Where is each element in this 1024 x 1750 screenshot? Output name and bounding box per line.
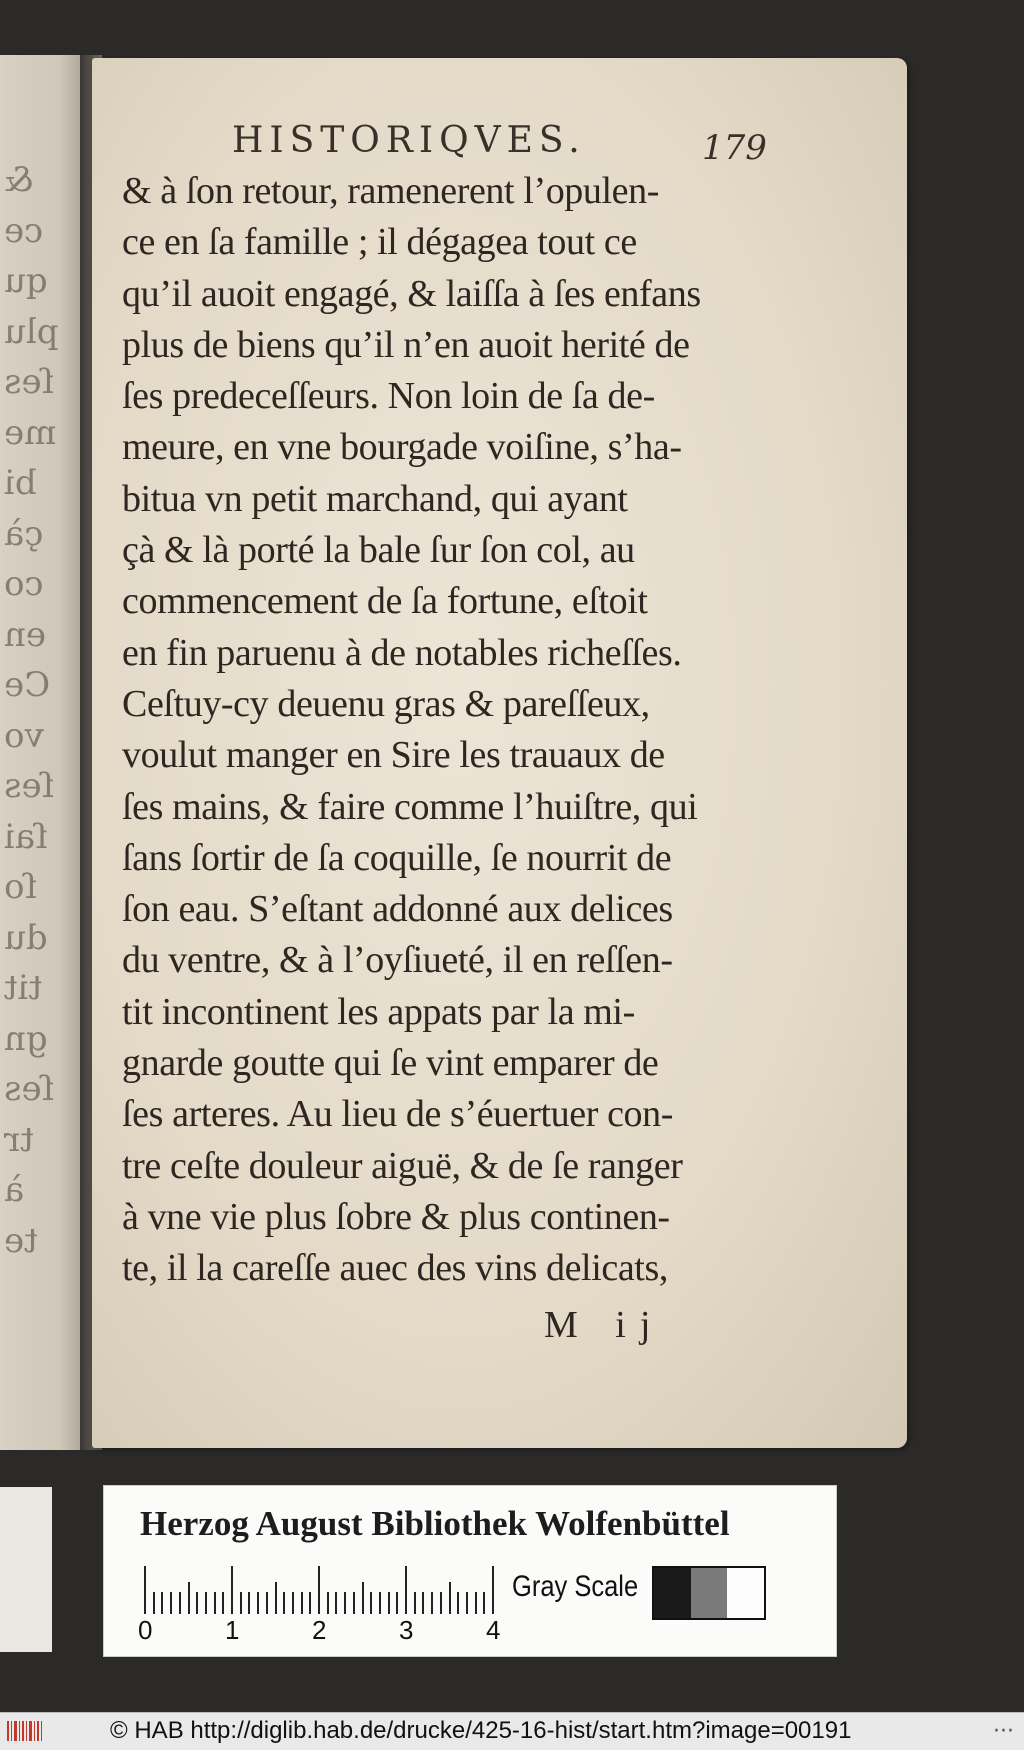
ruler-tick bbox=[318, 1566, 320, 1614]
ruler-tick bbox=[344, 1592, 346, 1614]
text-line: & à ſon retour, ramenerent l’opulen- bbox=[122, 170, 659, 212]
ruler-tick bbox=[492, 1566, 494, 1614]
text-line: tre ceſte douleur aiguë, & de ſe ranger bbox=[122, 1144, 683, 1187]
ruler-tick bbox=[327, 1592, 329, 1614]
text-line: ce en ſa famille ; il dégagea tout ce bbox=[122, 221, 637, 264]
ruler-tick bbox=[196, 1592, 198, 1614]
left-page-fragment: Ce bbox=[4, 665, 51, 705]
ruler-tick bbox=[144, 1566, 146, 1614]
ruler-tick bbox=[188, 1582, 190, 1614]
left-card-edge bbox=[0, 1487, 52, 1652]
gray-swatch bbox=[654, 1568, 691, 1618]
text-line: commencement de ſa fortune, eſtoit bbox=[122, 580, 648, 623]
text-line: ſans ſortir de ſa coquille, ſe nourrit de bbox=[122, 836, 672, 879]
left-facing-page bbox=[0, 55, 86, 1450]
left-page-fragment: ce bbox=[4, 210, 44, 251]
left-page-fragment: & bbox=[4, 160, 35, 200]
gray-scale-swatches bbox=[652, 1566, 766, 1620]
ruler-tick bbox=[170, 1592, 172, 1614]
gray-swatch bbox=[691, 1568, 728, 1618]
ruler-tick bbox=[353, 1592, 355, 1614]
left-page-fragment: du bbox=[4, 917, 48, 958]
ruler-tick bbox=[414, 1592, 416, 1614]
ruler-tick bbox=[362, 1582, 364, 1614]
left-page-fragment: çà bbox=[4, 513, 44, 554]
left-page-fragment: bi bbox=[4, 463, 37, 503]
left-page-fragment: me bbox=[4, 412, 57, 453]
barcode-icon bbox=[6, 1719, 44, 1743]
left-page-fragment: ſes bbox=[4, 766, 55, 806]
more-icon[interactable]: ··· bbox=[993, 1719, 1014, 1744]
left-page-fragment: qu bbox=[4, 261, 48, 301]
ruler-number: 0 bbox=[138, 1615, 153, 1645]
left-page-fragment: ſo bbox=[4, 867, 38, 907]
ruler-tick bbox=[214, 1592, 216, 1614]
ruler-tick bbox=[309, 1592, 311, 1614]
ruler-tick bbox=[275, 1582, 277, 1614]
signature-mark: M ij bbox=[544, 1304, 665, 1346]
text-line: du ventre, & à l’oyſiueté, il en reſſen- bbox=[122, 939, 673, 982]
ruler-tick bbox=[483, 1592, 485, 1614]
ruler-number: 2 bbox=[312, 1615, 327, 1645]
ruler-tick bbox=[422, 1592, 424, 1614]
folio-number: 179 bbox=[702, 128, 767, 168]
ruler-number: 1 bbox=[225, 1615, 240, 1645]
ruler-number: 3 bbox=[399, 1615, 414, 1645]
ruler-tick bbox=[240, 1592, 242, 1614]
left-page-fragment: à bbox=[4, 1170, 25, 1210]
text-line: plus de biens qu’il n’en auoit herité de bbox=[122, 323, 690, 366]
left-page-fragment: en bbox=[4, 614, 47, 655]
gray-swatch bbox=[727, 1568, 764, 1618]
ruler-tick bbox=[379, 1592, 381, 1614]
text-line: voulut manger en Sire les trauaux de bbox=[122, 734, 665, 777]
text-line: çà & là porté la bale ſur ſon col, au bbox=[122, 529, 635, 572]
library-name: Herzog August Bibliothek Wolfenbüttel bbox=[140, 1504, 730, 1543]
ruler-tick bbox=[205, 1592, 207, 1614]
left-page-fragment: ſai bbox=[4, 816, 48, 857]
text-line: ſon eau. S’eſtant addonné aux delices bbox=[122, 888, 673, 931]
ruler-tick bbox=[431, 1592, 433, 1614]
book-page bbox=[92, 58, 907, 1448]
text-block bbox=[122, 166, 862, 1295]
ruler-tick bbox=[248, 1592, 250, 1614]
ruler-tick bbox=[283, 1592, 285, 1614]
status-bar bbox=[0, 1712, 1024, 1750]
ruler-tick bbox=[301, 1592, 303, 1614]
left-page-fragment: gn bbox=[4, 1018, 48, 1059]
measurement-ruler bbox=[138, 1566, 501, 1646]
ruler-tick bbox=[179, 1592, 181, 1614]
left-page-fragment: co bbox=[4, 564, 44, 604]
text-line: bitua vn petit marchand, qui ayant bbox=[122, 477, 628, 520]
ruler-tick bbox=[466, 1592, 468, 1614]
ruler-tick bbox=[457, 1592, 459, 1614]
text-line: ſes arteres. Au lieu de s’éuertuer con- bbox=[122, 1093, 673, 1136]
ruler-tick bbox=[370, 1592, 372, 1614]
ruler-tick bbox=[266, 1592, 268, 1614]
ruler-tick bbox=[153, 1592, 155, 1614]
gray-scale-label: Gray Scale bbox=[512, 1570, 639, 1603]
text-line: tit incontinent les appats par la mi- bbox=[122, 990, 635, 1033]
left-page-fragment: ſes bbox=[4, 362, 55, 402]
ruler-tick bbox=[449, 1582, 451, 1614]
running-head: HISTORIQVES. bbox=[232, 120, 586, 161]
ruler-tick bbox=[388, 1592, 390, 1614]
ruler-tick bbox=[161, 1592, 163, 1614]
text-line: gnarde goutte qui ſe vint emparer de bbox=[122, 1042, 659, 1085]
text-line: à vne vie plus ſobre & plus continen- bbox=[122, 1195, 670, 1238]
color-scale-card bbox=[103, 1485, 837, 1657]
text-line: ſes mains, & faire comme l’huiſtre, qui bbox=[122, 785, 698, 828]
ruler-number: 4 bbox=[486, 1615, 501, 1645]
text-line: en fin paruenu à de notables richeſſes. bbox=[122, 631, 682, 674]
text-line: te, il la careſſe auec des vins delicats, bbox=[122, 1247, 668, 1290]
left-page-fragment: ſes bbox=[4, 1069, 55, 1109]
ruler-tick bbox=[231, 1566, 233, 1614]
ruler-tick bbox=[475, 1592, 477, 1614]
ruler-tick bbox=[440, 1592, 442, 1614]
left-page-fragment: vo bbox=[4, 715, 44, 756]
text-line: qu’il auoit engagé, & laiſſa à ſes enfans bbox=[122, 272, 701, 315]
left-page-fragment: te bbox=[4, 1220, 38, 1261]
left-page-fragment: plu bbox=[4, 311, 59, 352]
ruler-tick bbox=[292, 1592, 294, 1614]
text-line: ſes predeceſſeurs. Non loin de ſa de- bbox=[122, 375, 655, 418]
left-page-fragment: tit bbox=[4, 968, 43, 1008]
text-line: Ceſtuy-cy deuenu gras & pareſſeux, bbox=[122, 682, 650, 725]
ruler-tick bbox=[405, 1566, 407, 1614]
ruler-tick bbox=[222, 1592, 224, 1614]
text-line: meure, en vne bourgade voiſine, s’ha- bbox=[122, 426, 682, 469]
copyright-url[interactable]: © HAB http://diglib.hab.de/drucke/425-16-hist/start.htm?image=00191 bbox=[110, 1717, 852, 1744]
left-page-fragment: tr bbox=[4, 1119, 34, 1160]
ruler-tick bbox=[257, 1592, 259, 1614]
ruler-tick bbox=[335, 1592, 337, 1614]
ruler-tick bbox=[396, 1592, 398, 1614]
